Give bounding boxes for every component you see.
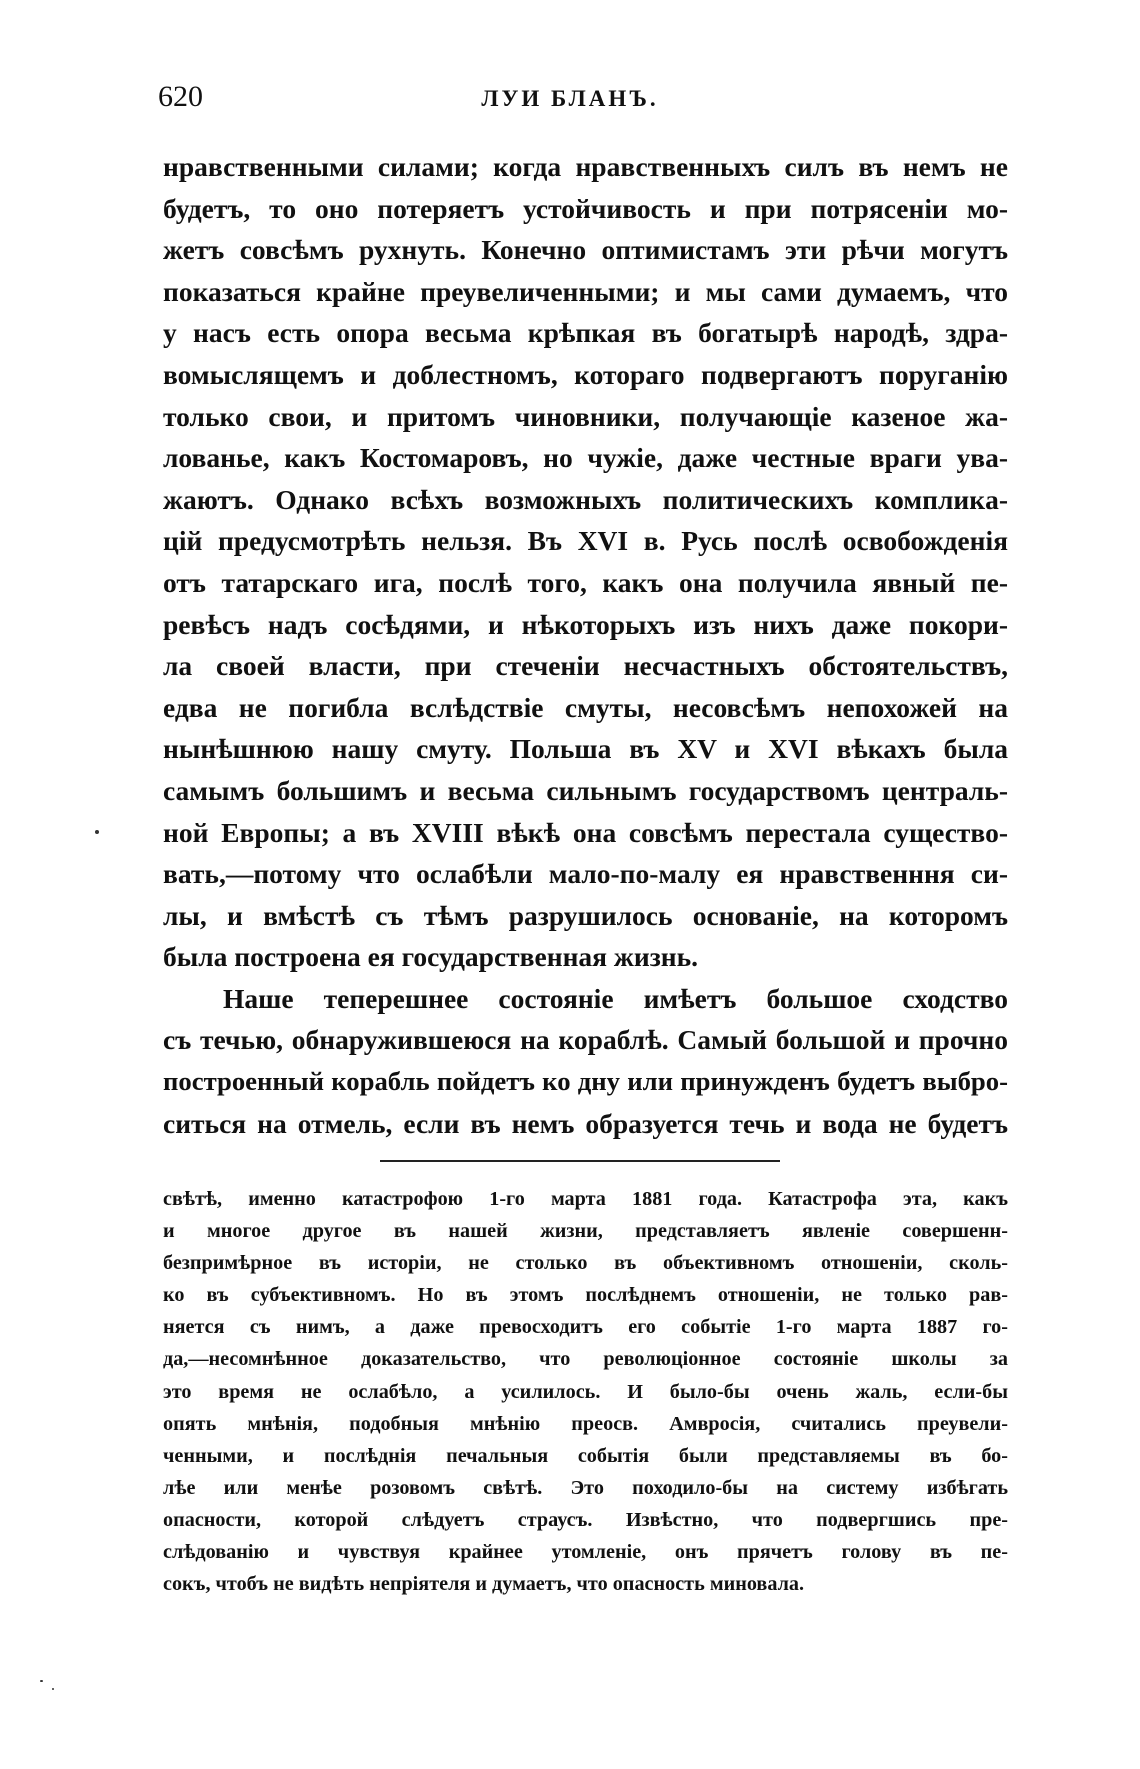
text-line: ревѣсъ надъ сосѣдями, и нѣкоторыхъ изъ нихъ даже покори-: [163, 608, 1008, 640]
text-line: вать,—потому что ослабѣли мало-по-малу ея нравственння си-: [163, 858, 1008, 890]
text-line: вомыслящемъ и доблестномъ, котораго подвергаютъ поруганію: [163, 358, 1008, 390]
text-line: съ течью, обнаружившеюся на кораблѣ. Самый большой и прочно: [163, 1024, 1008, 1056]
scan-speck: [95, 830, 99, 834]
footnote-line: это время не ослабѣло, а усилилось. И было-бы очень жаль, если-бы: [163, 1380, 1008, 1403]
scan-speck: [52, 1688, 54, 1690]
text-line: ла своей власти, при стеченіи несчастныхъ обстоятельствъ,: [163, 650, 1008, 682]
footnote-line: опасности, которой слѣдуетъ страусъ. Извѣстно, что подвергшись пре-: [163, 1508, 1008, 1531]
text-line: будетъ, то оно потеряетъ устойчивость и при потрясеніи мо-: [163, 192, 1008, 224]
text-line: построенный корабль пойдетъ ко дну или принужденъ будетъ выбро-: [163, 1066, 1008, 1097]
text-line: лованье, какъ Костомаровъ, но чужіе, даже честные враги ува-: [163, 442, 1008, 474]
footnote-line: и многое другое въ нашей жизни, представляетъ явленіе совершенн-: [163, 1220, 1008, 1243]
footnote-line: лѣе или менѣе розовомъ свѣтѣ. Это походило-бы на систему избѣгать: [163, 1476, 1008, 1499]
text-line: только свои, и притомъ чиновники, получающіе казеное жа-: [163, 400, 1008, 432]
text-line: самымъ большимъ и весьма сильнымъ государствомъ централь-: [163, 774, 1008, 806]
text-line: нынѣшнюю нашу смуту. Польша въ XV и XVI вѣкахъ была: [163, 733, 1008, 765]
text-line: жетъ совсѣмъ рухнуть. Конечно оптимистамъ эти рѣчи могутъ: [163, 234, 1008, 266]
footnote-line: свѣтѣ, именно катастрофою 1-го марта 1881 года. Катастрофа эта, какъ: [163, 1188, 1008, 1210]
footnote-line: ко въ субъективномъ. Но въ этомъ послѣднемъ отношеніи, не только рав-: [163, 1284, 1008, 1307]
text-line: цій предусмотрѣть нельзя. Въ XVI в. Русь послѣ освобожденія: [163, 525, 1008, 557]
footnote-line: безпримѣрное въ исторіи, не столько въ объективномъ отношеніи, сколь-: [163, 1252, 1008, 1275]
text-line: ной Европы; а въ XVIII вѣкѣ она совсѣмъ перестала существо-: [163, 816, 1008, 848]
text-line: отъ татарскаго ига, послѣ того, какъ она получила явный пе-: [163, 566, 1008, 598]
footnote-line: сокъ, чтобъ не видѣть непріятеля и думаетъ, что опасность миновала.: [163, 1573, 805, 1596]
footnote-divider: [380, 1160, 780, 1162]
text-line: у насъ есть опора весьма крѣпкая въ богатырѣ народѣ, здра-: [163, 317, 1008, 349]
text-line: была построена ея государственная жизнь.: [163, 941, 699, 973]
running-head: ЛУИ БЛАНЪ.: [481, 86, 659, 111]
text-line: показаться крайне преувеличенными; и мы сами думаемъ, что: [163, 275, 1008, 307]
scan-speck: [40, 1680, 43, 1682]
text-line: ситься на отмель, если въ немъ образуется течь и вода не будетъ: [163, 1107, 1008, 1139]
footnote: [163, 1183, 1008, 1600]
paragraph-first-line: Наше теперешнее состояніе имѣетъ большое сходство: [223, 982, 1008, 1014]
footnote-line: няется съ нимъ, а даже превосходитъ его событіе 1-го марта 1887 го-: [163, 1316, 1008, 1339]
text-line: едва не погибла вслѣдствіе смуты, несовсѣмъ непохожей на: [163, 691, 1008, 723]
text-line: нравственными силами; когда нравственныхъ силъ въ немъ не: [163, 151, 1008, 182]
text-line: лы, и вмѣстѣ съ тѣмъ разрушилось основаніе, на которомъ: [163, 899, 1008, 931]
main-text: [163, 146, 1008, 1144]
page-number: 620: [158, 80, 203, 113]
footnote-line: слѣдованію и чувствуя крайнее утомленіе, онъ прячетъ голову въ пе-: [163, 1541, 1008, 1564]
text-line: жаютъ. Однако всѣхъ возможныхъ политическихъ компликa-: [163, 483, 1008, 515]
footnote-line: ченными, и послѣднія печальныя событія были представляемы въ бо-: [163, 1444, 1008, 1467]
footnote-line: да,—несомнѣнное доказательство, что революціонное состояніе школы за: [163, 1348, 1008, 1371]
footnote-line: опять мнѣнія, подобныя мнѣнію преосв. Амвросія, считались преувели-: [163, 1412, 1008, 1435]
